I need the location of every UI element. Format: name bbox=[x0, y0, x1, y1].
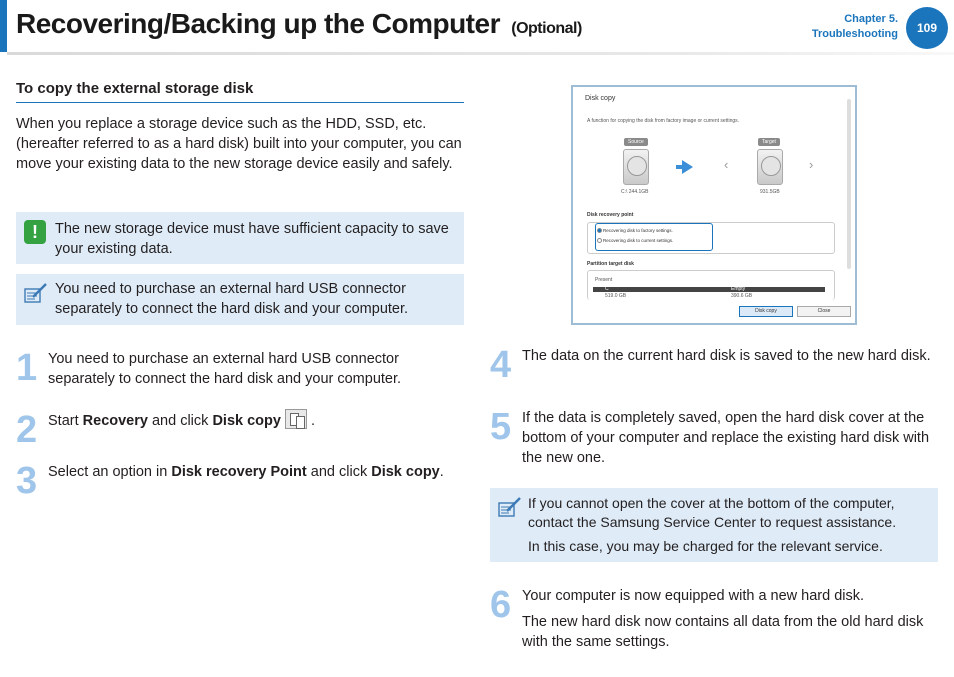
present-label: Present bbox=[595, 277, 613, 283]
text-fragment: . bbox=[439, 464, 444, 480]
partition-c-size: 519.0 GB bbox=[605, 293, 627, 299]
tip-text: If you cannot open the cover at the bottom of the computer, contact the Samsung Service Center to request assistance. bbox=[528, 495, 897, 530]
option-current-label: Recovering disk to current settings. bbox=[603, 238, 674, 243]
option-factory-label: Recovering disk to factory settings. bbox=[603, 228, 673, 233]
chapter-number: Chapter 5. bbox=[844, 13, 898, 25]
copy-arrow-icon bbox=[682, 160, 693, 174]
page-title-optional: (Optional) bbox=[511, 20, 582, 37]
menu-ref-disk-copy: Disk copy bbox=[212, 413, 281, 429]
close-button[interactable]: Close bbox=[797, 306, 851, 317]
warning-icon: ! bbox=[24, 220, 46, 244]
partition-label: Partition target disk bbox=[587, 261, 634, 267]
radio-factory[interactable] bbox=[597, 228, 602, 233]
warning-note bbox=[16, 212, 464, 264]
target-disk-icon bbox=[757, 149, 783, 185]
disk-copy-dialog-screenshot bbox=[571, 85, 857, 325]
step-number: 2 bbox=[16, 409, 38, 451]
target-capacity: 931.5GB bbox=[760, 189, 780, 195]
radio-current[interactable] bbox=[597, 238, 602, 243]
tip-note bbox=[16, 274, 464, 325]
intro-paragraph: When you replace a storage device such as the HDD, SSD, etc. (hereafter referred to as a hard disk) built into your computer, you can move your existing data to the new storage device easily and safely. bbox=[16, 116, 462, 172]
text-fragment: and click bbox=[147, 413, 213, 429]
button-ref-disk-copy: Disk copy bbox=[371, 464, 440, 480]
tip-note-service bbox=[490, 488, 938, 562]
chevron-left-icon[interactable]: ‹ bbox=[724, 157, 729, 172]
step-number: 1 bbox=[16, 347, 38, 389]
step-text: The data on the current hard disk is saved to the new hard disk. bbox=[522, 348, 931, 364]
partition-empty-label: Empty bbox=[731, 286, 746, 292]
step-text bbox=[522, 586, 932, 652]
source-capacity: C:\ 244.1GB bbox=[621, 189, 649, 195]
warning-text: The new storage device must have sufficient capacity to save your existing data. bbox=[55, 221, 449, 257]
step-text-line: The new hard disk now contains all data from the old hard disk with the same settings. bbox=[522, 614, 924, 650]
step-text-line: Your computer is now equipped with a new hard disk. bbox=[522, 588, 865, 604]
chapter-label bbox=[812, 12, 898, 42]
tip-text: You need to purchase an external hard USB connector separately to connect the hard disk and your computer. bbox=[55, 281, 409, 317]
source-disk-icon bbox=[623, 149, 649, 185]
pen-note-icon bbox=[497, 495, 523, 521]
header-divider bbox=[7, 52, 954, 55]
disk-copy-icon bbox=[285, 409, 307, 429]
header-accent-bar bbox=[0, 0, 7, 52]
page-number: 109 bbox=[906, 7, 948, 49]
step-number: 3 bbox=[16, 460, 38, 502]
page-title bbox=[16, 8, 582, 40]
tip-text-cost: In this case, you may be charged for the relevant service. bbox=[528, 538, 883, 554]
text-fragment: Select an option in bbox=[48, 464, 172, 480]
dialog-title: Disk copy bbox=[585, 95, 616, 102]
step-number: 4 bbox=[490, 344, 512, 386]
page-title-text: Recovering/Backing up the Computer bbox=[16, 8, 500, 39]
recovery-point-label: Disk recovery point bbox=[587, 212, 634, 218]
text-fragment: . bbox=[306, 413, 315, 429]
option-ref-disk-recovery-point: Disk recovery Point bbox=[171, 464, 307, 480]
partition-c-label: C bbox=[605, 286, 609, 292]
chapter-name: Troubleshooting bbox=[811, 28, 898, 40]
text-fragment: Start bbox=[48, 413, 83, 429]
step-text: You need to purchase an external hard USB connector separately to connect the hard disk and your computer. bbox=[48, 351, 402, 387]
source-tag: Source bbox=[624, 138, 648, 146]
dialog-description: A function for copying the disk from factory image or current settings. bbox=[587, 118, 740, 124]
text-fragment: and click bbox=[306, 464, 372, 480]
step-number: 5 bbox=[490, 406, 512, 448]
disk-copy-button[interactable]: Disk copy bbox=[739, 306, 793, 317]
pen-note-icon bbox=[23, 281, 49, 307]
target-tag: Target bbox=[758, 138, 780, 146]
step-number: 6 bbox=[490, 584, 512, 626]
step-text bbox=[48, 462, 464, 482]
partition-empty-size: 390.6 GB bbox=[731, 293, 753, 299]
section-title: To copy the external storage disk bbox=[16, 80, 464, 103]
menu-ref-recovery: Recovery bbox=[82, 413, 148, 429]
step-text bbox=[48, 411, 458, 431]
step-text: If the data is completely saved, open the hard disk cover at the bottom of your computer and replace the existing hard disk with the new one. bbox=[522, 410, 930, 466]
partition-bar[interactable] bbox=[593, 287, 825, 292]
dialog-scrollbar[interactable] bbox=[847, 99, 851, 269]
chevron-right-icon[interactable]: › bbox=[809, 157, 814, 172]
